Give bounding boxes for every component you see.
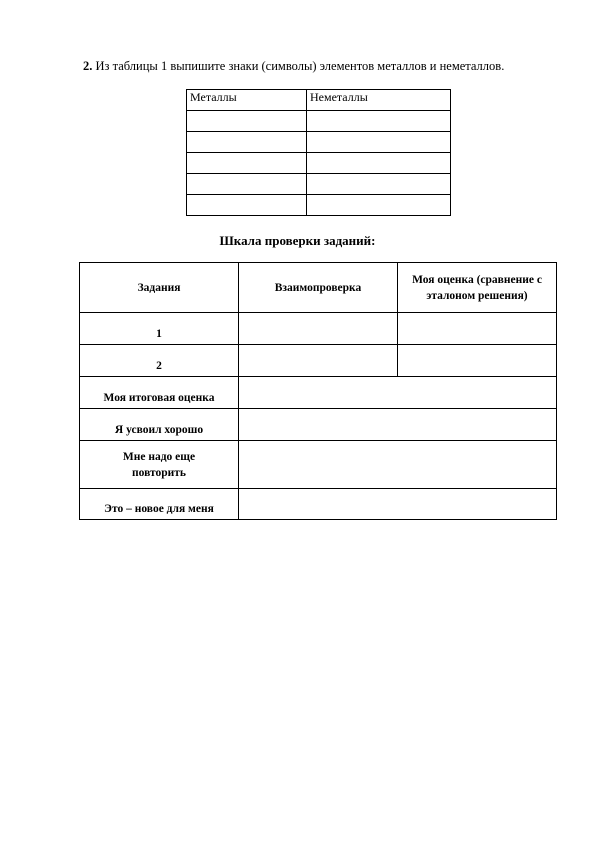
table-row bbox=[187, 111, 451, 132]
row-label: Я усвоил хорошо bbox=[80, 409, 239, 441]
row-label: Моя итоговая оценка bbox=[80, 377, 239, 409]
table-row bbox=[187, 174, 451, 195]
table-header-row bbox=[80, 263, 557, 313]
row-label: Это – новое для меня bbox=[80, 489, 239, 520]
metals-cell[interactable] bbox=[187, 153, 307, 174]
table-row bbox=[187, 153, 451, 174]
peer-review-header: Взаимопроверка bbox=[239, 263, 398, 313]
table-header-row bbox=[187, 90, 451, 111]
table-row bbox=[187, 132, 451, 153]
task-number-cell: 1 bbox=[80, 313, 239, 345]
answer-cell[interactable] bbox=[239, 409, 557, 441]
task-number: 2. bbox=[83, 59, 93, 73]
metals-cell[interactable] bbox=[187, 195, 307, 216]
scale-title: Шкала проверки заданий: bbox=[219, 233, 376, 248]
nonmetals-cell[interactable] bbox=[307, 153, 451, 174]
answer-cell[interactable] bbox=[239, 377, 557, 409]
task-statement bbox=[83, 59, 504, 74]
table-row bbox=[80, 313, 557, 345]
table-row bbox=[80, 489, 557, 520]
nonmetals-cell[interactable] bbox=[307, 132, 451, 153]
table-row bbox=[187, 195, 451, 216]
answer-cell[interactable] bbox=[239, 441, 557, 489]
table-row bbox=[80, 409, 557, 441]
nonmetals-cell[interactable] bbox=[307, 111, 451, 132]
self-assessment-cell[interactable] bbox=[398, 313, 557, 345]
table-row bbox=[80, 377, 557, 409]
metals-nonmetals-table bbox=[186, 89, 451, 216]
peer-review-cell[interactable] bbox=[239, 345, 398, 377]
metals-cell[interactable] bbox=[187, 111, 307, 132]
metals-cell[interactable] bbox=[187, 132, 307, 153]
nonmetals-cell[interactable] bbox=[307, 174, 451, 195]
self-assessment-cell[interactable] bbox=[398, 345, 557, 377]
tasks-header: Задания bbox=[80, 263, 239, 313]
task-number-cell: 2 bbox=[80, 345, 239, 377]
table-row bbox=[80, 441, 557, 489]
metals-cell[interactable] bbox=[187, 174, 307, 195]
self-check-table bbox=[79, 262, 557, 520]
task-text: Из таблицы 1 выпишите знаки (символы) элементов металлов и неметаллов. bbox=[92, 59, 505, 73]
nonmetals-header: Неметаллы bbox=[307, 90, 451, 111]
row-label: Мне надо еще повторить bbox=[80, 441, 239, 489]
answer-cell[interactable] bbox=[239, 489, 557, 520]
metals-header: Металлы bbox=[187, 90, 307, 111]
table-row bbox=[80, 345, 557, 377]
peer-review-cell[interactable] bbox=[239, 313, 398, 345]
nonmetals-cell[interactable] bbox=[307, 195, 451, 216]
self-assessment-header: Моя оценка (сравнение с эталоном решения) bbox=[398, 263, 557, 313]
